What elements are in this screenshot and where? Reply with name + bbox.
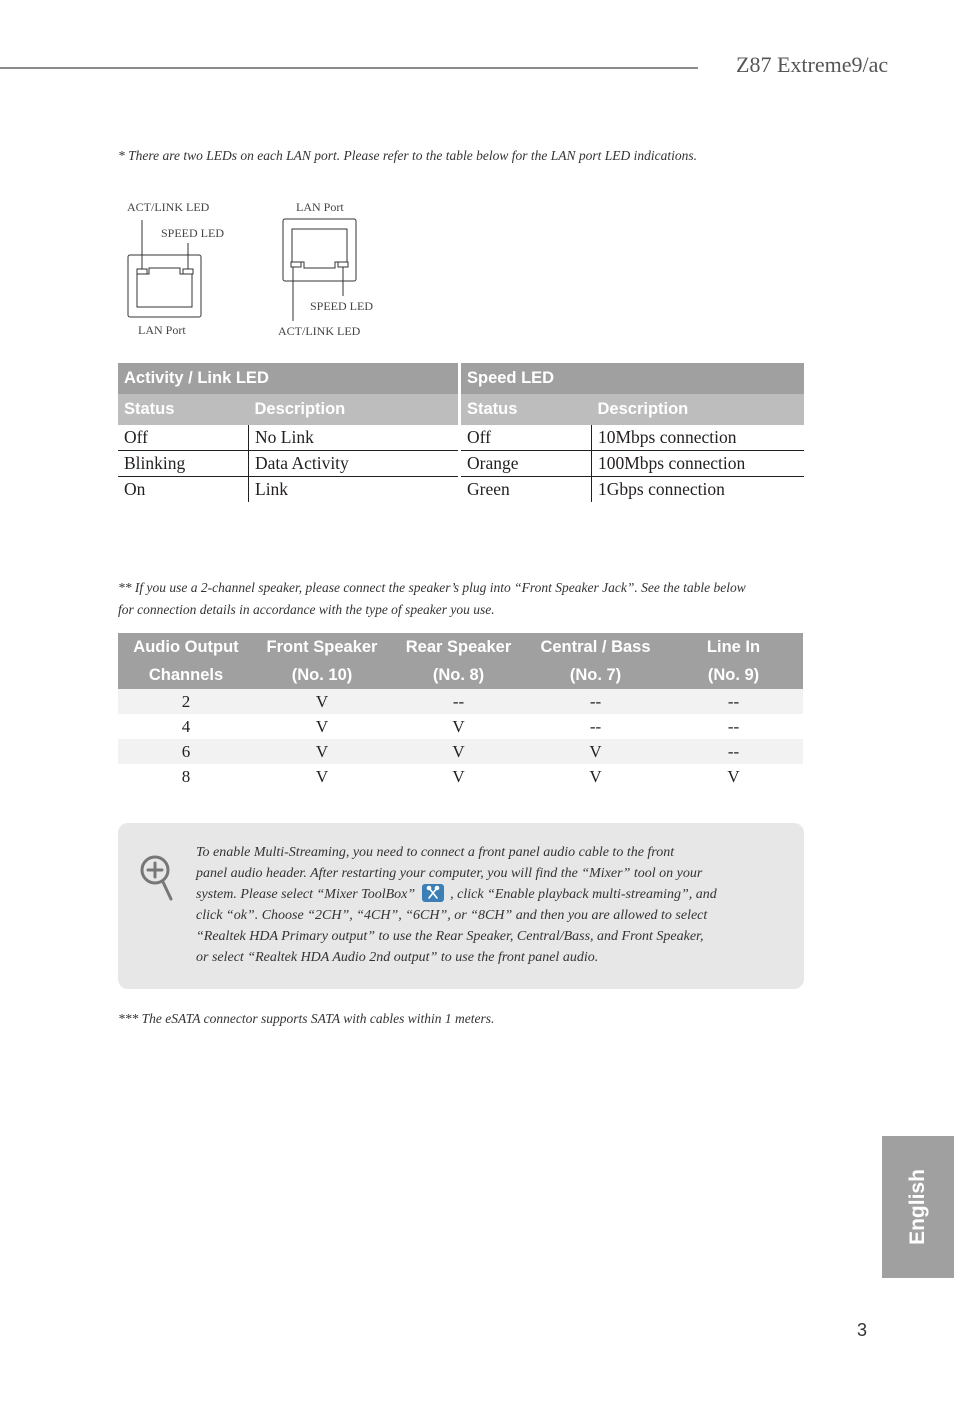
- column-header: Status: [461, 394, 592, 425]
- table-cell: --: [390, 689, 527, 714]
- table-cell: --: [727, 717, 740, 736]
- tip-line: “Realtek HDA Primary output” to use the Rear Speaker, Central/Bass, and Front Speaker,: [196, 928, 704, 944]
- table-row: [118, 689, 803, 714]
- language-side-tab: [882, 1136, 954, 1278]
- table-cell: 4: [181, 717, 191, 736]
- table-row: [461, 425, 804, 451]
- table-cell: --: [664, 689, 803, 714]
- table-cell: 6: [118, 739, 254, 764]
- tip-line: or select “Realtek HDA Audio 2nd output” to use the front panel audio.: [196, 949, 599, 965]
- description-cell: 10Mbps connection: [592, 425, 805, 451]
- right-speed-label: SPEED LED: [310, 299, 373, 313]
- status-cell: Orange: [461, 451, 592, 477]
- mixer-toolbox-icon: [422, 884, 444, 902]
- table-cell: V: [727, 767, 740, 786]
- lan-led-note: * There are two LEDs on each LAN port. Please refer to the table below for the LAN port LED indications.: [118, 148, 697, 163]
- table-cell: V: [527, 739, 664, 764]
- left-act-link-label: ACT/LINK LED: [127, 200, 210, 214]
- tip-line: click “ok”. Choose “2CH”, “4CH”, “6CH”, or “8CH” and then you are allowed to select: [196, 908, 708, 924]
- table-cell: V: [254, 689, 390, 714]
- table-title: Activity / Link LED: [118, 363, 458, 394]
- column-header: (No. 8): [390, 661, 527, 689]
- speaker-note-line: for connection details in accordance with the type of speaker you use.: [118, 602, 495, 617]
- audio-output-table: [118, 633, 803, 789]
- table-cell: 8: [181, 767, 191, 786]
- status-cell: Off: [461, 425, 592, 451]
- status-cell: On: [124, 479, 146, 499]
- language-label: English: [906, 1169, 929, 1245]
- description-cell: 100Mbps connection: [592, 451, 805, 477]
- table-title: Speed LED: [461, 363, 804, 394]
- table-cell: V: [452, 717, 465, 736]
- tip-line: [196, 884, 776, 906]
- table-cell: V: [452, 767, 465, 786]
- table-cell: 2: [118, 689, 254, 714]
- table-row: [118, 477, 458, 503]
- column-header: Description: [592, 394, 805, 425]
- column-header: (No. 7): [527, 661, 664, 689]
- column-header: (No. 10): [254, 661, 390, 689]
- left-speed-label: SPEED LED: [161, 226, 224, 240]
- right-port-label: LAN Port: [296, 200, 344, 214]
- speed-led-table: [461, 363, 804, 502]
- lan-port-icons: [118, 195, 398, 345]
- status-cell: Blinking: [118, 451, 249, 477]
- table-cell: V: [589, 767, 602, 786]
- column-header: Rear Speaker: [390, 633, 527, 661]
- speaker-note: [118, 577, 818, 621]
- table-row: [461, 451, 804, 477]
- header-rule: [0, 67, 698, 69]
- description-cell: Data Activity: [249, 451, 459, 477]
- table-cell: V: [254, 739, 390, 764]
- esata-note: *** The eSATA connector supports SATA with cables within 1 meters.: [118, 1011, 495, 1026]
- tip-line-part: , click “Enable playback multi-streaming”, and: [446, 887, 717, 903]
- status-cell: Off: [118, 425, 249, 451]
- table-cell: --: [664, 739, 803, 764]
- table-row: [118, 425, 458, 451]
- table-row: [118, 451, 458, 477]
- column-header: Audio Output: [118, 633, 254, 661]
- speaker-note-line: ** If you use a 2-channel speaker, please connect the speaker’s plug into “Front Speaker Jack”. See the table below: [118, 580, 746, 595]
- page-title: Z87 Extreme9/ac: [736, 52, 889, 77]
- table-cell: --: [589, 717, 602, 736]
- description-cell: 1Gbps connection: [592, 477, 805, 503]
- table-row: [461, 477, 804, 503]
- description-cell: Link: [249, 477, 459, 503]
- right-act-link-label: ACT/LINK LED: [278, 324, 361, 338]
- tip-line-part: system. Please select “Mixer ToolBox”: [196, 887, 419, 903]
- table-row: [118, 764, 803, 789]
- column-header: Channels: [118, 661, 254, 689]
- activity-link-led-table: [118, 363, 458, 502]
- tip-text: [196, 843, 776, 968]
- table-cell: V: [390, 739, 527, 764]
- table-row: [118, 714, 803, 739]
- tip-line: panel audio header. After restarting your computer, you will find the “Mixer” tool on your: [196, 865, 703, 881]
- column-header: Description: [249, 394, 459, 425]
- column-header: Central / Bass: [527, 633, 664, 661]
- tip-line: To enable Multi-Streaming, you need to connect a front panel audio cable to the front: [196, 845, 675, 860]
- table-cell: --: [527, 689, 664, 714]
- description-cell: No Link: [249, 425, 459, 451]
- page-number: 3: [857, 1320, 868, 1340]
- column-header: Status: [118, 394, 249, 425]
- table-cell: V: [315, 767, 329, 786]
- left-port-label: LAN Port: [138, 323, 186, 337]
- column-header: Line In: [664, 633, 803, 661]
- status-cell: Green: [467, 479, 510, 499]
- column-header: Front Speaker: [254, 633, 390, 661]
- table-cell: V: [315, 717, 329, 736]
- column-header: (No. 9): [664, 661, 803, 689]
- table-row: [118, 739, 803, 764]
- lan-port-diagram: [118, 195, 398, 345]
- magnifier-tip-icon: [138, 852, 178, 904]
